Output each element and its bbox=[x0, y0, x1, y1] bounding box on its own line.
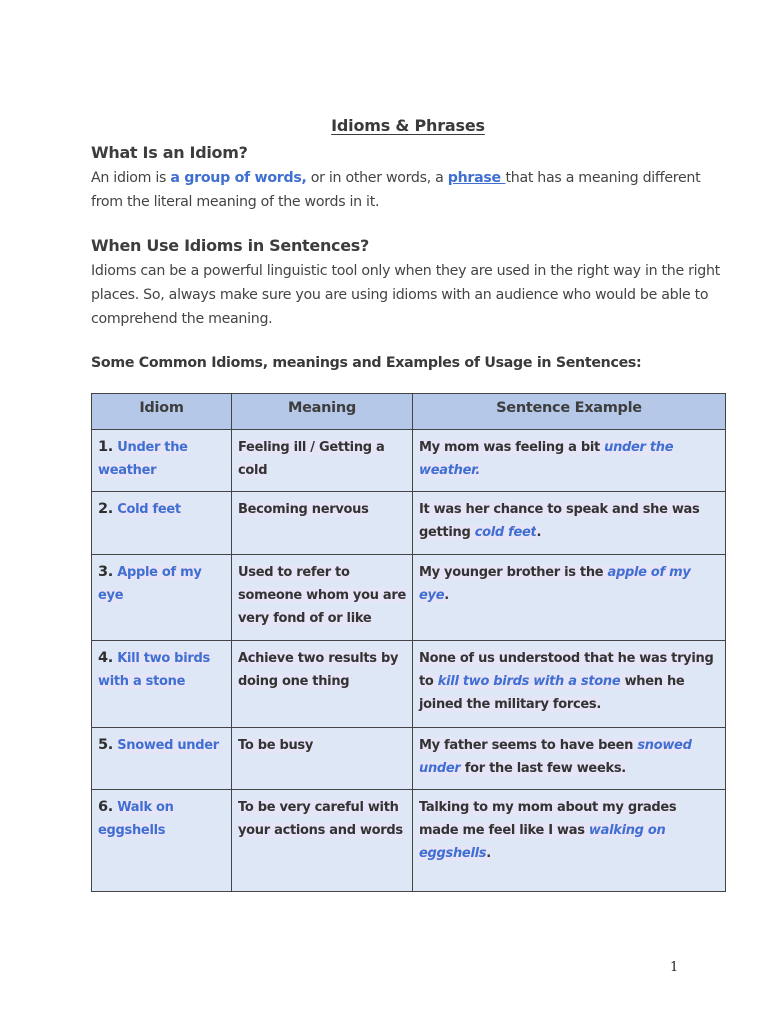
meaning-cell bbox=[232, 555, 413, 641]
section-heading: When Use Idioms in Sentences? bbox=[91, 236, 369, 255]
section-paragraph bbox=[91, 166, 725, 214]
example-idiom: cold feet bbox=[474, 525, 537, 540]
text-fragment: that has a meaning different from the literal meaning of the words in it. bbox=[91, 170, 701, 210]
idiom-text: Cold feet bbox=[117, 502, 181, 517]
idiom-cell bbox=[92, 641, 232, 728]
header-idiom: Idiom bbox=[92, 394, 232, 430]
idioms-table bbox=[91, 393, 726, 892]
idiom-cell bbox=[92, 430, 232, 492]
table-row bbox=[92, 430, 726, 492]
row-number: 2. bbox=[98, 501, 113, 517]
document-title: Idioms & Phrases bbox=[331, 116, 485, 135]
example-cell bbox=[413, 555, 726, 641]
example-idiom: apple of my eye bbox=[419, 565, 691, 603]
table-row bbox=[92, 790, 726, 892]
section-what-is-idiom bbox=[91, 143, 725, 214]
table-row bbox=[92, 728, 726, 790]
example-cell bbox=[413, 430, 726, 492]
example-idiom: under the weather. bbox=[419, 440, 674, 478]
example-idiom: kill two birds with a stone bbox=[437, 674, 621, 689]
table-row bbox=[92, 555, 726, 641]
table-header-row bbox=[92, 394, 726, 430]
table-intro-heading: Some Common Idioms, meanings and Examples of Usage in Sentences: bbox=[91, 355, 642, 371]
example-text: . bbox=[444, 588, 449, 603]
meaning-cell bbox=[232, 728, 413, 790]
example-text: It was her chance to speak and she was getting bbox=[419, 502, 700, 540]
idiom-text: Walk on eggshells bbox=[98, 800, 174, 838]
row-number: 6. bbox=[98, 799, 113, 815]
example-cell bbox=[413, 790, 726, 892]
page-number: 1 bbox=[670, 960, 679, 975]
idiom-text: Snowed under bbox=[117, 738, 219, 753]
example-text: for the last few weeks. bbox=[460, 761, 626, 776]
row-number: 1. bbox=[98, 439, 113, 455]
row-number: 5. bbox=[98, 737, 113, 753]
row-number: 3. bbox=[98, 564, 113, 580]
example-text: My father seems to have been bbox=[419, 738, 638, 753]
table-row bbox=[92, 492, 726, 555]
meaning-text: Feeling ill / Getting a cold bbox=[238, 440, 385, 478]
idiom-text: Under the weather bbox=[98, 440, 188, 478]
text-fragment: An idiom is bbox=[91, 170, 171, 186]
document-page bbox=[91, 116, 725, 892]
header-meaning: Meaning bbox=[232, 394, 413, 430]
example-text: when he joined the military forces. bbox=[419, 674, 685, 712]
group-of-words-link[interactable]: a group of words, bbox=[170, 170, 307, 186]
example-idiom: walking on eggshells bbox=[419, 823, 666, 861]
example-text: My mom was feeling a bit bbox=[419, 440, 605, 455]
idiom-cell bbox=[92, 790, 232, 892]
example-cell bbox=[413, 492, 726, 555]
example-text: . bbox=[536, 525, 542, 540]
meaning-cell bbox=[232, 430, 413, 492]
meaning-text: Achieve two results by doing one thing bbox=[238, 651, 399, 689]
section-paragraph: Idioms can be a powerful linguistic tool only when they are used in the right way in the right places. So, always make sure you are using idioms with an audience who would be able to comprehend the meaning. bbox=[91, 263, 720, 327]
meaning-cell bbox=[232, 641, 413, 728]
table-row bbox=[92, 641, 726, 728]
idiom-cell bbox=[92, 728, 232, 790]
meaning-text: To be very careful with your actions and words bbox=[238, 800, 403, 838]
idiom-cell bbox=[92, 492, 232, 555]
phrase-link[interactable]: phrase bbox=[447, 170, 506, 186]
row-number: 4. bbox=[98, 650, 113, 666]
section-heading: What Is an Idiom? bbox=[91, 143, 248, 162]
meaning-text: Becoming nervous bbox=[238, 502, 369, 517]
idiom-text: Apple of my eye bbox=[98, 565, 202, 603]
idiom-text: Kill two birds with a stone bbox=[98, 651, 210, 689]
meaning-text: To be busy bbox=[238, 738, 314, 753]
text-fragment: or in other words, a bbox=[306, 170, 448, 186]
example-text: None of us understood that he was trying to bbox=[419, 651, 714, 689]
example-text: Talking to my mom about my grades made me feel like I was bbox=[419, 800, 677, 838]
section-when-use-idioms bbox=[91, 236, 725, 331]
example-idiom: snowed under bbox=[419, 738, 692, 776]
meaning-cell bbox=[232, 492, 413, 555]
example-cell bbox=[413, 641, 726, 728]
example-cell bbox=[413, 728, 726, 790]
meaning-cell bbox=[232, 790, 413, 892]
header-sentence-example: Sentence Example bbox=[413, 394, 726, 430]
meaning-text: Used to refer to someone whom you are very fond of or like bbox=[238, 565, 407, 626]
example-text: My younger brother is the bbox=[419, 565, 608, 580]
example-text: . bbox=[486, 846, 491, 861]
idiom-cell bbox=[92, 555, 232, 641]
